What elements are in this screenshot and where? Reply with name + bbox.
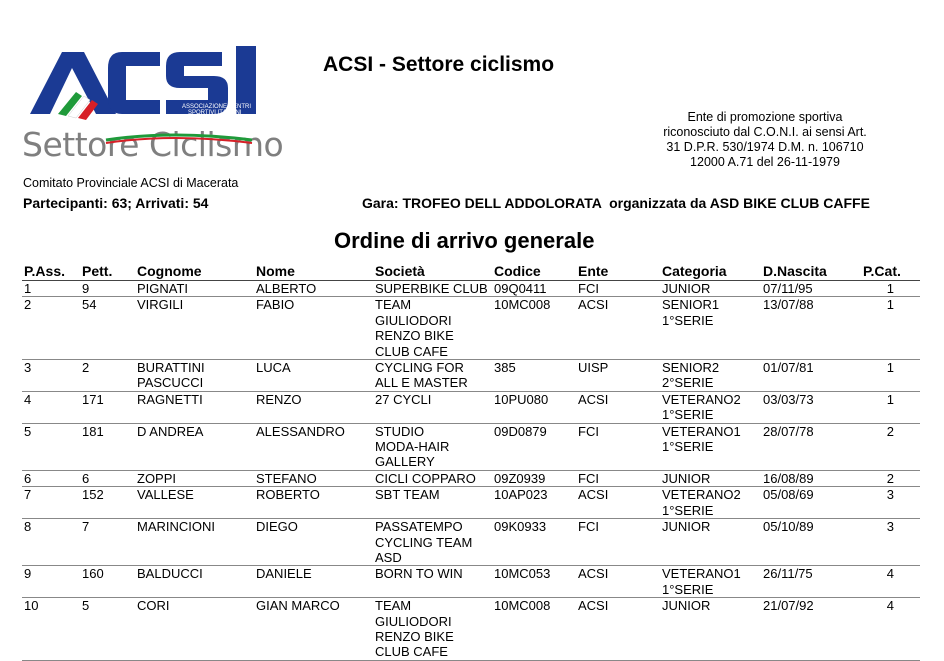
- cell-text: RENZO BIKE: [375, 328, 454, 344]
- cell-societa: [373, 566, 492, 598]
- cell-text: 1: [886, 281, 894, 296]
- cell-d-nascita: [761, 391, 861, 423]
- cell-text: TEAM: [375, 598, 412, 614]
- cell-text: PIGNATI: [137, 281, 189, 296]
- cell-text: 05/08/69: [763, 487, 814, 503]
- cell-text: 13/07/88: [763, 297, 814, 313]
- table-row: [22, 297, 920, 360]
- cell-codice: [492, 297, 576, 360]
- cell-codice: [492, 281, 576, 297]
- cell-text: 385: [494, 360, 516, 376]
- cell-cognome: [135, 423, 254, 470]
- table-row: [22, 423, 920, 470]
- cell-text: VETERANO2: [662, 391, 741, 407]
- cell-text: CLUB CAFE: [375, 644, 448, 660]
- cell-p-ass: [22, 297, 80, 360]
- cell-societa: [373, 297, 492, 360]
- cell-text: 05/10/89: [763, 519, 814, 535]
- cell-text: 10PU080: [494, 391, 549, 407]
- cell-text: DIEGO: [256, 519, 298, 535]
- cell-pett: [80, 360, 135, 392]
- cell-nome: [254, 519, 373, 566]
- cell-text: GIULIODORI: [375, 613, 452, 629]
- cell-text: 6: [24, 470, 32, 486]
- cell-p-ass: [22, 598, 80, 661]
- cell-codice: [492, 566, 576, 598]
- cell-d-nascita: [761, 598, 861, 661]
- acsi-logo-subtitle-1: ASSOCIAZIONE CENTRI: [182, 104, 252, 110]
- cell-text: 5: [82, 598, 90, 614]
- cell-text: ZOPPI: [137, 470, 177, 486]
- table-row: [22, 360, 920, 392]
- cell-d-nascita: [761, 519, 861, 566]
- ente-line: riconosciuto dal C.O.N.I. ai sensi Art.: [663, 125, 867, 139]
- cell-text: 7: [82, 519, 90, 535]
- ente-line: 12000 A.71 del 26-11-1979: [690, 155, 840, 169]
- column-header-societa: Società: [373, 263, 492, 281]
- cell-codice: [492, 391, 576, 423]
- cell-text: 10: [24, 598, 39, 614]
- document-title: ACSI - Settore ciclismo: [323, 53, 555, 76]
- cell-cognome: [135, 470, 254, 486]
- cell-societa: [373, 423, 492, 470]
- cell-text: RENZO: [256, 391, 302, 407]
- column-header-p-cat: P.Cat.: [861, 263, 920, 281]
- cell-p-cat: [861, 423, 920, 470]
- cell-p-cat: [861, 598, 920, 661]
- cell-text: CYCLING FOR: [375, 360, 464, 376]
- cell-text: 3: [24, 360, 32, 376]
- cell-text: STEFANO: [256, 470, 317, 486]
- cell-text: 10AP023: [494, 487, 548, 503]
- cell-text: 4: [886, 598, 894, 614]
- table-row: [22, 598, 920, 661]
- cell-p-cat: [861, 297, 920, 360]
- cell-text: VETERANO2: [662, 487, 741, 503]
- cell-text: JUNIOR: [662, 281, 711, 296]
- cell-text: 16/08/89: [763, 470, 814, 486]
- cell-pett: [80, 391, 135, 423]
- cell-nome: [254, 598, 373, 661]
- column-header-p-ass: P.Ass.: [22, 263, 80, 281]
- cell-p-ass: [22, 423, 80, 470]
- cell-text: 181: [82, 423, 104, 439]
- cell-text: FCI: [578, 423, 599, 439]
- cell-ente: [576, 391, 660, 423]
- cell-text: VETERANO1: [662, 423, 741, 439]
- cell-pett: [80, 598, 135, 661]
- cell-cognome: [135, 391, 254, 423]
- cell-categoria: [660, 566, 761, 598]
- results-table: [22, 263, 920, 661]
- cell-text: JUNIOR: [662, 598, 711, 614]
- cell-text: PASSATEMPO: [375, 519, 463, 535]
- cell-text: MODA-HAIR: [375, 439, 450, 455]
- cell-p-cat: [861, 566, 920, 598]
- cell-p-ass: [22, 360, 80, 392]
- cell-p-cat: [861, 281, 920, 297]
- cell-text: ROBERTO: [256, 487, 320, 503]
- acsi-logo-subtitle-2: SPORTIVI ITALIANI: [188, 110, 242, 116]
- cell-nome: [254, 423, 373, 470]
- cell-nome: [254, 360, 373, 392]
- cell-ente: [576, 423, 660, 470]
- cell-text: 10MC053: [494, 566, 551, 582]
- cell-text: ACSI: [578, 391, 609, 407]
- table-row: [22, 519, 920, 566]
- cell-nome: [254, 487, 373, 519]
- table-row: [22, 487, 920, 519]
- cell-text: 2: [82, 360, 90, 376]
- cell-p-ass: [22, 281, 80, 297]
- cell-text: VETERANO1: [662, 566, 741, 582]
- cell-categoria: [660, 470, 761, 486]
- cell-cognome: [135, 566, 254, 598]
- cell-ente: [576, 519, 660, 566]
- cell-text: 09D0879: [494, 423, 547, 439]
- cell-pett: [80, 566, 135, 598]
- cell-text: SUPERBIKE CLUB: [375, 281, 488, 296]
- cell-text: 10MC008: [494, 598, 551, 614]
- cell-societa: [373, 519, 492, 566]
- table-header-row: [22, 263, 920, 281]
- cell-text: MARINCIONI: [137, 519, 215, 535]
- cell-text: GIAN MARCO: [256, 598, 340, 614]
- cell-pett: [80, 470, 135, 486]
- cell-ente: [576, 281, 660, 297]
- cell-societa: [373, 281, 492, 297]
- cell-text: BORN TO WIN: [375, 566, 463, 582]
- cell-text: ALESSANDRO: [256, 423, 345, 439]
- cell-p-cat: [861, 360, 920, 392]
- table-row: [22, 470, 920, 486]
- cell-text: 7: [24, 487, 32, 503]
- cell-text: JUNIOR: [662, 470, 711, 486]
- cell-p-cat: [861, 487, 920, 519]
- cell-categoria: [660, 391, 761, 423]
- cell-text: SENIOR2: [662, 360, 720, 376]
- cell-text: 09Q0411: [494, 281, 547, 296]
- cell-text: 1°SERIE: [662, 312, 714, 328]
- cell-text: FCI: [578, 470, 599, 486]
- table-row: [22, 391, 920, 423]
- cell-text: 28/07/78: [763, 423, 814, 439]
- cell-categoria: [660, 423, 761, 470]
- ente-line: Ente di promozione sportiva: [687, 110, 843, 124]
- cell-categoria: [660, 519, 761, 566]
- cell-text: LUCA: [256, 360, 291, 376]
- cell-text: ACSI: [578, 598, 609, 614]
- cell-codice: [492, 470, 576, 486]
- cell-text: 54: [82, 297, 97, 313]
- cell-text: CORI: [137, 598, 170, 614]
- cell-d-nascita: [761, 360, 861, 392]
- ordine-title: Ordine di arrivo generale: [334, 228, 595, 253]
- cell-nome: [254, 391, 373, 423]
- cell-text: 10MC008: [494, 297, 551, 313]
- cell-text: VALLESE: [137, 487, 194, 503]
- column-header-d-nascita: D.Nascita: [761, 263, 861, 281]
- table-body: [22, 281, 920, 661]
- cell-categoria: [660, 487, 761, 519]
- cell-text: ASD: [375, 549, 402, 565]
- cell-societa: [373, 391, 492, 423]
- cell-text: 1: [24, 281, 32, 296]
- cell-p-ass: [22, 487, 80, 519]
- cell-categoria: [660, 598, 761, 661]
- cell-text: BALDUCCI: [137, 566, 203, 582]
- acsi-logo: [22, 44, 312, 164]
- cell-text: RAGNETTI: [137, 391, 203, 407]
- cell-codice: [492, 519, 576, 566]
- cell-p-cat: [861, 519, 920, 566]
- cell-text: FCI: [578, 281, 599, 296]
- cell-p-cat: [861, 470, 920, 486]
- cell-text: ACSI: [578, 487, 609, 503]
- cell-societa: [373, 360, 492, 392]
- cell-societa: [373, 470, 492, 486]
- cell-text: UISP: [578, 360, 609, 376]
- cell-text: 171: [82, 391, 104, 407]
- cell-text: 09Z0939: [494, 470, 546, 486]
- cell-text: 1°SERIE: [662, 502, 714, 518]
- settore-ciclismo-wordmark: Settore Ciclismo: [22, 125, 284, 164]
- cell-cognome: [135, 598, 254, 661]
- cell-text: DANIELE: [256, 566, 312, 582]
- cell-text: D ANDREA: [137, 423, 204, 439]
- cell-text: CLUB CAFE: [375, 343, 448, 359]
- cell-text: 2: [886, 470, 894, 486]
- cell-categoria: [660, 360, 761, 392]
- table-row: [22, 566, 920, 598]
- cell-nome: [254, 470, 373, 486]
- cell-text: 1: [886, 360, 894, 376]
- cell-ente: [576, 566, 660, 598]
- cell-text: 2: [886, 423, 894, 439]
- cell-text: 21/07/92: [763, 598, 814, 614]
- cell-d-nascita: [761, 566, 861, 598]
- cell-text: SENIOR1: [662, 297, 720, 313]
- cell-text: 9: [24, 566, 32, 582]
- column-header-nome: Nome: [254, 263, 373, 281]
- cell-cognome: [135, 297, 254, 360]
- cell-text: 8: [24, 519, 32, 535]
- cell-text: 1°SERIE: [662, 439, 714, 455]
- cell-text: ALBERTO: [256, 281, 317, 296]
- column-header-pett: Pett.: [80, 263, 135, 281]
- cell-categoria: [660, 281, 761, 297]
- cell-cognome: [135, 487, 254, 519]
- cell-d-nascita: [761, 487, 861, 519]
- cell-text: 9: [82, 281, 90, 296]
- cell-text: 1: [886, 391, 894, 407]
- cell-text: RENZO BIKE: [375, 628, 454, 644]
- cell-ente: [576, 297, 660, 360]
- cell-text: PASCUCCI: [137, 375, 204, 391]
- cell-nome: [254, 566, 373, 598]
- cell-codice: [492, 360, 576, 392]
- cell-text: GALLERY: [375, 454, 435, 470]
- cell-p-ass: [22, 566, 80, 598]
- cell-text: 6: [82, 470, 90, 486]
- cell-categoria: [660, 297, 761, 360]
- cell-codice: [492, 423, 576, 470]
- partecipanti: Partecipanti: 63; Arrivati: 54: [23, 195, 209, 211]
- cell-text: 01/07/81: [763, 360, 814, 376]
- cell-text: GIULIODORI: [375, 312, 452, 328]
- cell-text: CYCLING TEAM: [375, 534, 473, 550]
- cell-d-nascita: [761, 470, 861, 486]
- cell-text: VIRGILI: [137, 297, 184, 313]
- cell-text: ALL E MASTER: [375, 375, 468, 391]
- cell-ente: [576, 470, 660, 486]
- cell-codice: [492, 487, 576, 519]
- cell-p-ass: [22, 391, 80, 423]
- cell-cognome: [135, 360, 254, 392]
- cell-text: 09K0933: [494, 519, 547, 535]
- column-header-ente: Ente: [576, 263, 660, 281]
- cell-d-nascita: [761, 297, 861, 360]
- cell-text: 4: [24, 391, 32, 407]
- ente-info: [600, 110, 930, 170]
- cell-ente: [576, 598, 660, 661]
- cell-pett: [80, 297, 135, 360]
- column-header-codice: Codice: [492, 263, 576, 281]
- cell-text: 26/11/75: [763, 566, 813, 582]
- cell-nome: [254, 297, 373, 360]
- cell-text: 2: [24, 297, 32, 313]
- cell-pett: [80, 281, 135, 297]
- table-row: [22, 281, 920, 297]
- cell-nome: [254, 281, 373, 297]
- cell-cognome: [135, 519, 254, 566]
- cell-text: TEAM: [375, 297, 412, 313]
- cell-ente: [576, 487, 660, 519]
- cell-text: 3: [886, 519, 894, 535]
- cell-text: 4: [886, 566, 894, 582]
- cell-p-ass: [22, 470, 80, 486]
- cell-text: 27 CYCLI: [375, 391, 432, 407]
- cell-text: 160: [82, 566, 104, 582]
- cell-text: BURATTINI: [137, 360, 205, 376]
- cell-text: 3: [886, 487, 894, 503]
- cell-text: JUNIOR: [662, 519, 711, 535]
- cell-pett: [80, 519, 135, 566]
- cell-pett: [80, 487, 135, 519]
- cell-text: 1°SERIE: [662, 407, 714, 423]
- cell-societa: [373, 598, 492, 661]
- cell-societa: [373, 487, 492, 519]
- cell-text: ACSI: [578, 297, 609, 313]
- cell-text: 152: [82, 487, 104, 503]
- cell-text: 2°SERIE: [662, 375, 714, 391]
- cell-text: 07/11/95: [763, 281, 813, 296]
- cell-codice: [492, 598, 576, 661]
- ente-line: 31 D.P.R. 530/1974 D.M. n. 106710: [666, 140, 864, 154]
- cell-text: FCI: [578, 519, 599, 535]
- cell-d-nascita: [761, 423, 861, 470]
- cell-ente: [576, 360, 660, 392]
- cell-text: ACSI: [578, 566, 609, 582]
- cell-p-cat: [861, 391, 920, 423]
- cell-text: 1°SERIE: [662, 581, 714, 597]
- cell-cognome: [135, 281, 254, 297]
- cell-d-nascita: [761, 281, 861, 297]
- cell-text: FABIO: [256, 297, 295, 313]
- column-header-categoria: Categoria: [660, 263, 761, 281]
- column-header-cognome: Cognome: [135, 263, 254, 281]
- cell-text: 1: [886, 297, 894, 313]
- acsi-logo-text: ACSI: [22, 44, 25, 45]
- cell-p-ass: [22, 519, 80, 566]
- cell-text: 5: [24, 423, 32, 439]
- gara: Gara: TROFEO DELL ADDOLORATA organizzata da ASD BIKE CLUB CAFFE: [362, 195, 870, 211]
- cell-pett: [80, 423, 135, 470]
- cell-text: CICLI COPPARO: [375, 470, 476, 486]
- cell-text: SBT TEAM: [375, 487, 440, 503]
- cell-text: 03/03/73: [763, 391, 814, 407]
- cell-text: STUDIO: [375, 423, 425, 439]
- comitato: Comitato Provinciale ACSI di Macerata: [23, 176, 239, 190]
